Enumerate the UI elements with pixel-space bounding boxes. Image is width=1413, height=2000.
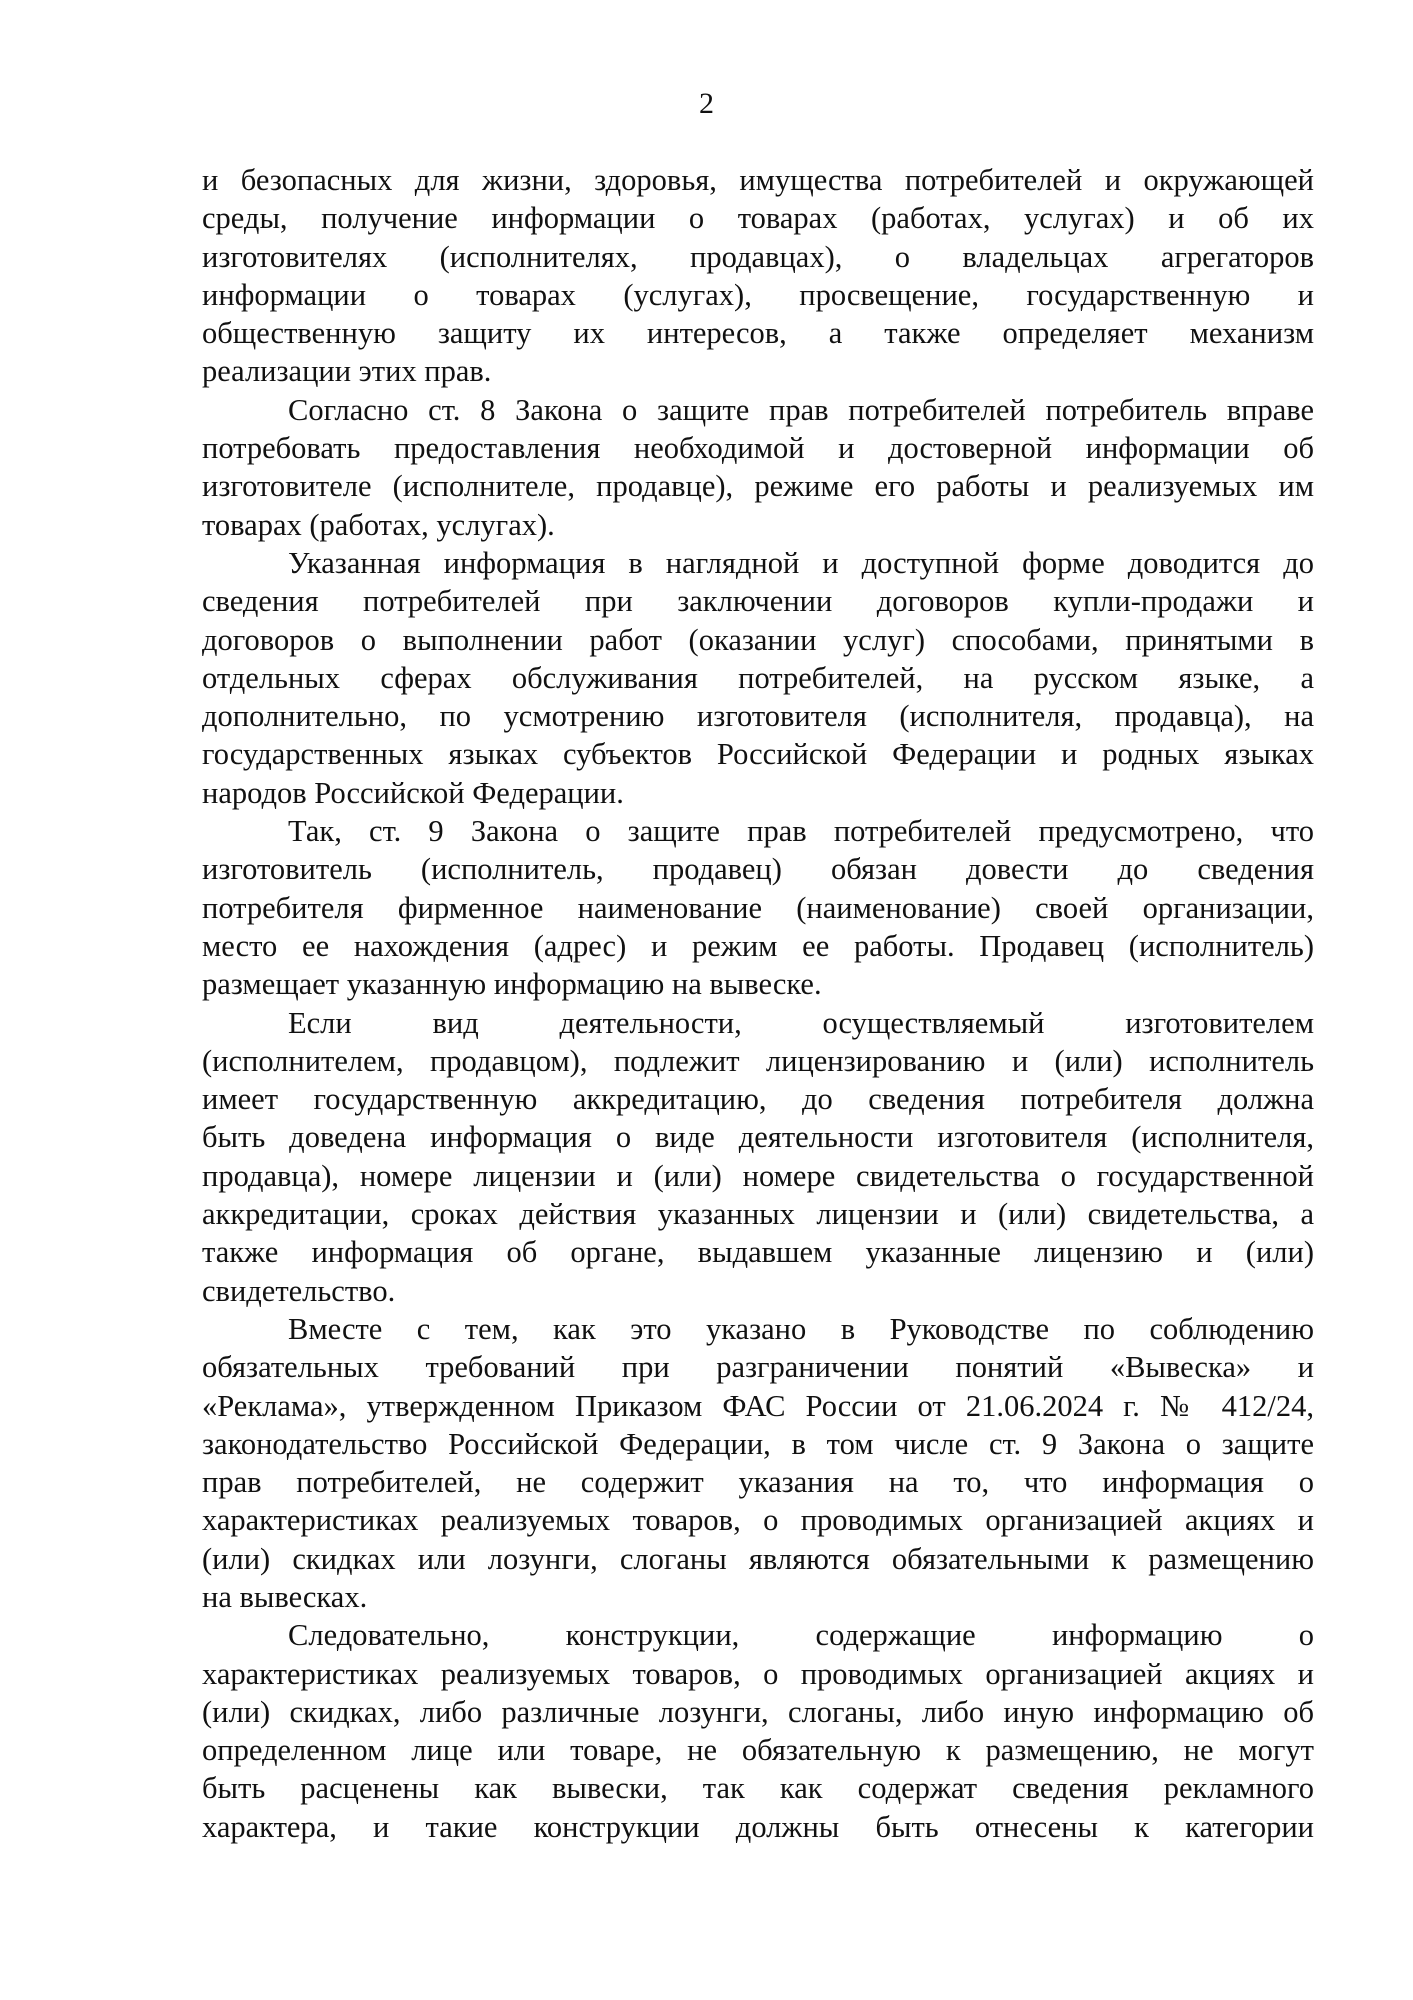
text-line: (или) скидках, либо различные лозунги, слоганы, либо иную информацию об: [202, 1694, 1314, 1729]
text-line: размещает указанную информацию на вывеске.: [202, 967, 822, 1002]
text-line: аккредитации, сроках действия указанных лицензии и (или) свидетельства, а: [202, 1197, 1314, 1232]
text-line: Указанная информация в наглядной и доступной форме доводится до: [288, 545, 1314, 580]
text-line: среды, получение информации о товарах (работах, услугах) и об их: [202, 201, 1314, 236]
document-body: [202, 161, 1314, 1846]
text-line: быть доведена информация о виде деятельности изготовителя (исполнителя,: [202, 1120, 1314, 1155]
paragraph: [202, 544, 1314, 812]
paragraph: [202, 391, 1314, 544]
text-line: Так, ст. 9 Закона о защите прав потребителей предусмотрено, что: [288, 814, 1314, 849]
text-line: место ее нахождения (адрес) и режим ее работы. Продавец (исполнитель): [202, 928, 1314, 963]
text-line: имеет государственную аккредитацию, до сведения потребителя должна: [202, 1082, 1314, 1117]
text-line: отдельных сферах обслуживания потребителей, на русском языке, а: [202, 660, 1314, 695]
text-line: товарах (работах, услугах).: [202, 507, 555, 542]
paragraph: [202, 1004, 1314, 1310]
text-line: также информация об органе, выдавшем указанные лицензию и (или): [202, 1235, 1314, 1270]
paragraph: [202, 161, 1314, 391]
text-line: характера, и такие конструкции должны быть отнесены к категории: [202, 1809, 1314, 1844]
text-line: изготовителях (исполнителях, продавцах), о владельцах агрегаторов: [202, 239, 1314, 274]
text-line: изготовитель (исполнитель, продавец) обязан довести до сведения: [202, 852, 1314, 887]
text-line: обязательных требований при разграничении понятий «Вывеска» и: [202, 1350, 1314, 1385]
text-line: изготовителе (исполнителе, продавце), режиме его работы и реализуемых им: [202, 469, 1314, 504]
text-line: Если вид деятельности, осуществляемый изготовителем: [288, 1005, 1314, 1040]
text-line: и безопасных для жизни, здоровья, имущества потребителей и окружающей: [202, 163, 1314, 197]
text-line: характеристиках реализуемых товаров, о проводимых организацией акциях и: [202, 1503, 1314, 1538]
text-line: «Реклама», утвержденном Приказом ФАС России от 21.06.2024 г. № 412/24,: [202, 1388, 1314, 1423]
paragraph: [202, 1310, 1314, 1616]
text-line: (исполнителем, продавцом), подлежит лицензированию и (или) исполнитель: [202, 1043, 1314, 1078]
text-line: народов Российской Федерации.: [202, 775, 624, 810]
text-line: характеристиках реализуемых товаров, о проводимых организацией акциях и: [202, 1656, 1314, 1691]
text-line: общественную защиту их интересов, а также определяет механизм: [202, 316, 1314, 351]
text-line: сведения потребителей при заключении договоров купли-продажи и: [202, 584, 1314, 619]
text-line: государственных языках субъектов Российской Федерации и родных языках: [202, 737, 1314, 772]
paragraph: [202, 1616, 1314, 1846]
text-line: быть расценены как вывески, так как содержат сведения рекламного: [202, 1771, 1314, 1806]
text-line: законодательство Российской Федерации, в том числе ст. 9 Закона о защите: [202, 1426, 1314, 1461]
text-line: продавца), номере лицензии и (или) номере свидетельства о государственной: [202, 1158, 1314, 1193]
paragraph: [202, 812, 1314, 1003]
text-line: на вывесках.: [202, 1579, 368, 1614]
text-line: информации о товарах (услугах), просвещение, государственную и: [202, 277, 1314, 312]
text-line: дополнительно, по усмотрению изготовителя (исполнителя, продавца), на: [202, 699, 1314, 734]
text-line: договоров о выполнении работ (оказании услуг) способами, принятыми в: [202, 622, 1314, 657]
text-line: прав потребителей, не содержит указания на то, что информация о: [202, 1465, 1314, 1500]
page-number: 2: [699, 87, 714, 120]
text-line: потребовать предоставления необходимой и достоверной информации об: [202, 431, 1314, 466]
text-line: потребителя фирменное наименование (наименование) своей организации,: [202, 890, 1314, 925]
text-line: Согласно ст. 8 Закона о защите прав потребителей потребитель вправе: [288, 392, 1314, 427]
text-line: свидетельство.: [202, 1273, 396, 1308]
text-line: (или) скидках или лозунги, слоганы являются обязательными к размещению: [202, 1541, 1314, 1576]
text-line: Следовательно, конструкции, содержащие информацию о: [288, 1618, 1314, 1653]
text-line: определенном лице или товаре, не обязательную к размещению, не могут: [202, 1733, 1314, 1768]
text-line: Вместе с тем, как это указано в Руководстве по соблюдению: [288, 1311, 1314, 1346]
text-line: реализации этих прав.: [202, 354, 492, 389]
